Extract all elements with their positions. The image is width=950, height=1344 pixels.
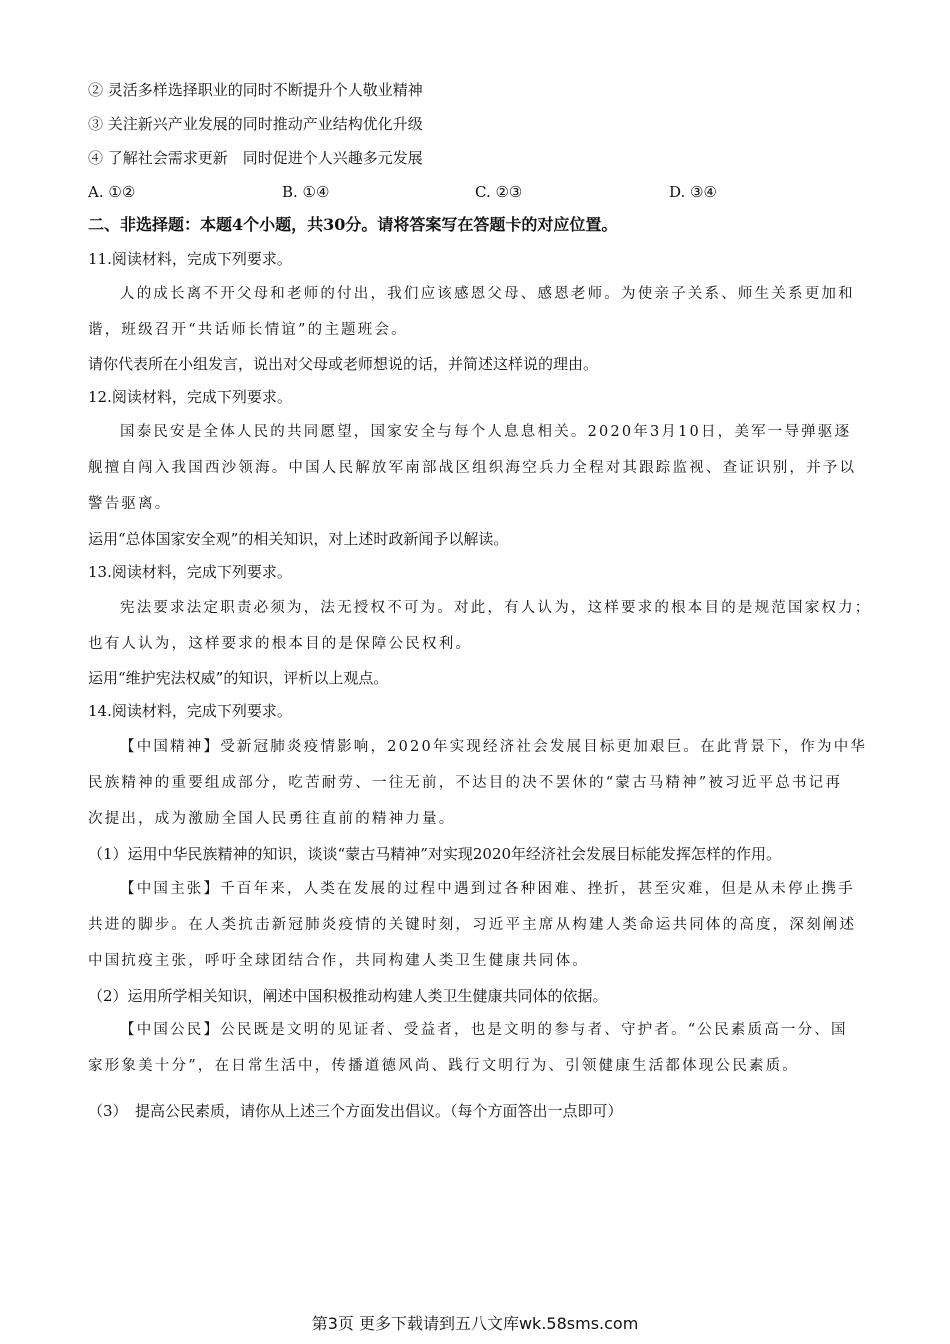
- q14-para3-line: 家形象美十分”，在日常生活中，传播道德风尚、践行文明行为、引领健康生活都体现公民素质。: [88, 1058, 800, 1074]
- q14-para1-line: 民族精神的重要组成部分，吃苦耐劳、一往无前，不达目的决不罢休的“蒙古马精神”被习近平总书记再: [88, 775, 843, 791]
- q12-para-line: 舰擅自闯入我国西沙领海。中国人民解放军南部战区组织海空兵力全程对其跟踪监视、查证识别，并予以: [88, 460, 857, 476]
- q13-para-line: 也有人认为，这样要求的根本目的是保障公民权利。: [88, 636, 473, 652]
- choice-b: B. ①④: [282, 183, 330, 201]
- option-line-4: ④ 了解社会需求更新 同时促进个人兴趣多元发展: [88, 149, 423, 167]
- q11-para-line: 人的成长离不开父母和老师的付出，我们应该感恩父母、感恩老师。为使亲子关系、师生关系更加和: [120, 286, 855, 302]
- q11-para-line: 谐，班级召开“共话师长情谊”的主题班会。: [88, 322, 408, 338]
- q14-para2-line: 【中国主张】千百年来，人类在发展的过程中遇到过各种困难、挫折，甚至灾难，但是从未停止携手: [120, 881, 855, 897]
- q14-para2-line: 中国抗疫主张，呼吁全球团结合作，共同构建人类卫生健康共同体。: [88, 953, 589, 969]
- choice-d: D. ③④: [669, 183, 717, 201]
- q14-para1-line: 【中国精神】受新冠肺炎疫情影响，2020年实现经济社会发展目标更加艰巨。在此背景下，作为中华: [120, 739, 868, 755]
- option-line-2: ② 灵活多样选择职业的同时不断提升个人敬业精神: [88, 81, 423, 99]
- choice-a: A. ①②: [88, 183, 136, 201]
- q14-task-1: （1）运用中华民族精神的知识，谈谈“蒙古马精神”对实现2020年经济社会发展目标能发挥怎样的作用。: [88, 845, 782, 863]
- q14-title: 14.阅读材料，完成下列要求。: [88, 702, 292, 720]
- q12-para-line: 警告驱离。: [88, 496, 172, 512]
- q12-task: 运用“总体国家安全观”的相关知识，对上述时政新闻予以解读。: [88, 530, 509, 548]
- q13-para-line: 宪法要求法定职责必须为，法无授权不可为。对此，有人认为，这样要求的根本目的是规范国家权力；: [120, 600, 872, 616]
- q12-title: 12.阅读材料，完成下列要求。: [88, 388, 292, 406]
- q13-title: 13.阅读材料，完成下列要求。: [88, 563, 292, 581]
- q13-task: 运用“维护宪法权威”的知识，评析以上观点。: [88, 669, 389, 687]
- choice-c: C. ②③: [475, 183, 523, 201]
- option-line-3: ③ 关注新兴产业发展的同时推动产业结构优化升级: [88, 115, 423, 133]
- section-heading: 二、非选择题：本题4个小题，共30分。请将答案写在答题卡的对应位置。: [88, 215, 618, 234]
- q14-para1-line: 次提出，成为激励全国人民勇往直前的精神力量。: [88, 811, 456, 827]
- q14-task-2: （2）运用所学相关知识，阐述中国积极推动构建人类卫生健康共同体的依据。: [88, 987, 608, 1005]
- q12-para-line: 国泰民安是全体人民的共同愿望，国家安全与每个人息息相关。2020年3月10日，美军一导弹驱逐: [120, 424, 852, 440]
- q11-task: 请你代表所在小组发言，说出对父母或老师想说的话，并简述这样说的理由。: [88, 355, 599, 373]
- q14-task-3: （3） 提高公民素质，请你从上述三个方面发出倡议。（每个方面答出一点即可）: [88, 1102, 623, 1120]
- q14-para2-line: 共进的脚步。在人类抗击新冠肺炎疫情的关键时刻，习近平主席从构建人类命运共同体的高度，深刻阐述: [88, 917, 857, 933]
- q11-title: 11.阅读材料，完成下列要求。: [88, 250, 292, 268]
- page-footer: 第3页 更多下载请到五八文库wk.58sms.com: [311, 1314, 639, 1333]
- q14-para3-line: 【中国公民】公民既是文明的见证者、受益者，也是文明的参与者、守护者。“公民素质高一分、国: [120, 1022, 848, 1038]
